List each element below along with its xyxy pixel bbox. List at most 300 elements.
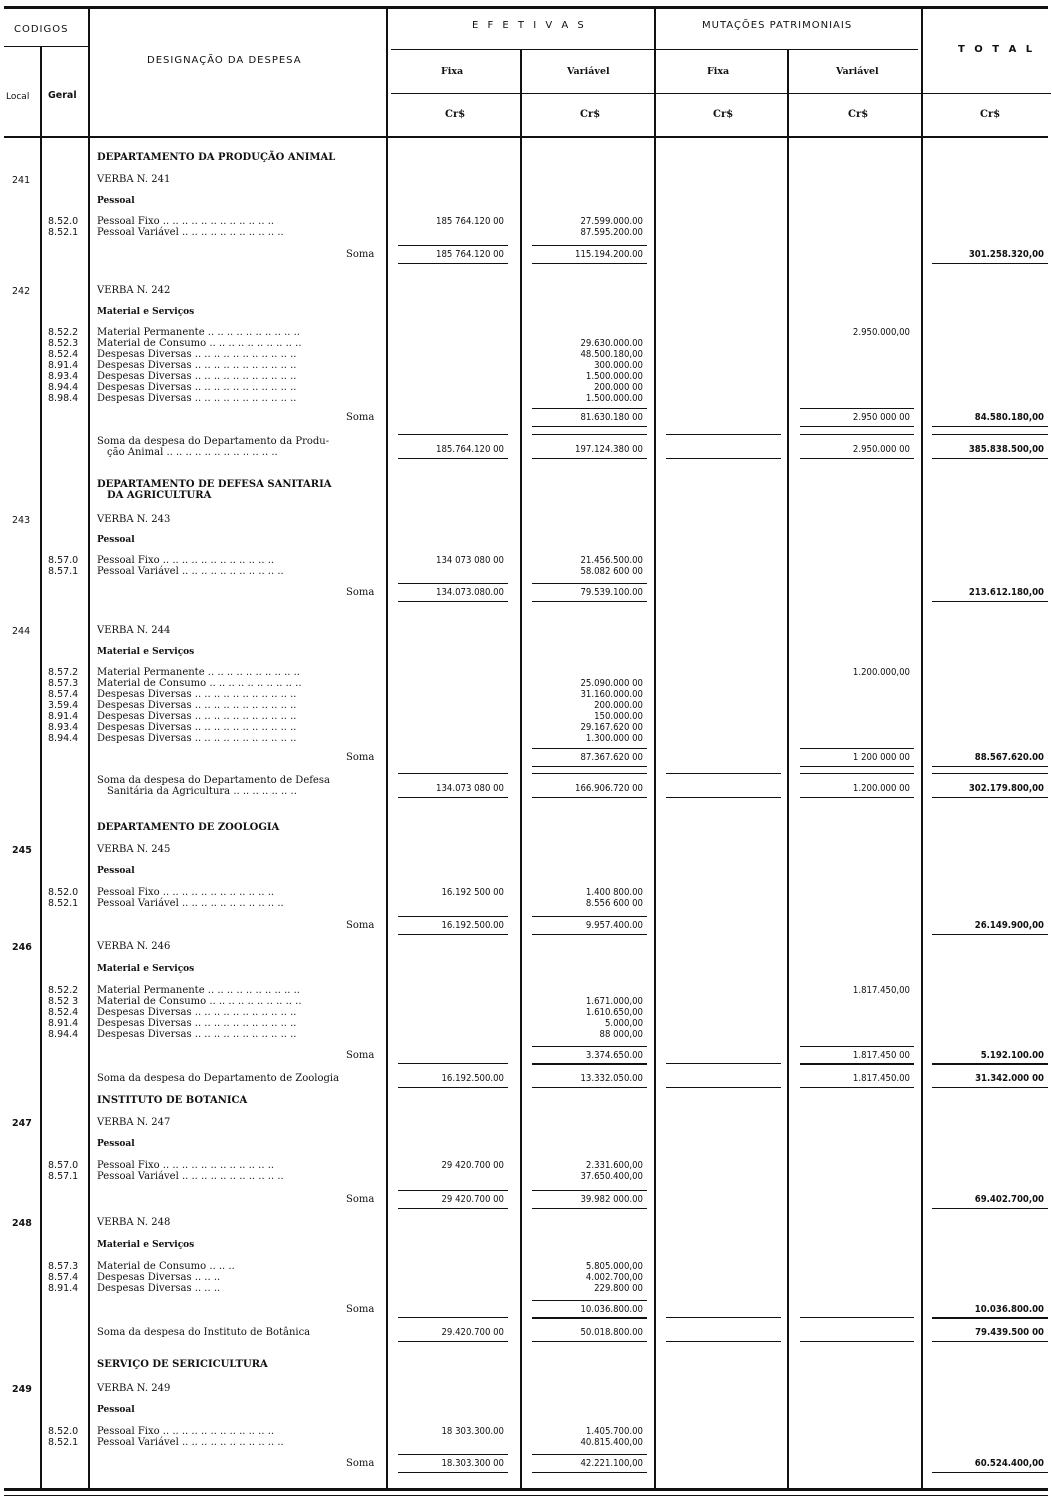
sum-rule-bottom (398, 934, 508, 935)
fixa-rule (391, 93, 1051, 94)
sum-rule-bottom (800, 1064, 914, 1065)
fixa-value: 29 420.700 00 (441, 1160, 504, 1171)
row-desc: Despesas Diversas .. .. .. .. .. .. .. .. .. .. .. (97, 360, 297, 371)
fixa-value: 185.764.120 00 (436, 444, 504, 455)
section-rule-top (932, 1063, 1048, 1064)
row-desc: Pessoal (97, 1405, 135, 1415)
fixa-value: 18.303.300 00 (441, 1458, 504, 1469)
variavel-value: 166.906.720 00 (575, 783, 643, 794)
row-desc: Despesas Diversas .. .. .. (97, 1283, 221, 1294)
col-local-geral (40, 46, 42, 1488)
currency-total: Cr$ (980, 109, 1001, 120)
total-rule (932, 1318, 1048, 1319)
row-desc-cont: Sanitária da Agricultura .. .. .. .. .. .. .. (107, 786, 297, 797)
row-desc: Despesas Diversas .. .. .. .. .. .. .. .. .. .. .. (97, 393, 297, 404)
row-desc: Material Permanente .. .. .. .. .. .. .. .. .. .. (97, 667, 300, 678)
variavel-value: 29.167.620 00 (580, 722, 643, 733)
geral-code: 8.57.3 (48, 678, 79, 689)
geral-code: 8.91.4 (48, 1018, 79, 1029)
section-rule-top (666, 434, 781, 435)
variavel-value: 27.599.000.00 (580, 216, 643, 227)
total-value: 79.439.500 00 (975, 1327, 1044, 1338)
geral-code: 8.57.1 (48, 566, 79, 577)
variavel-value: 1.300.000 00 (585, 733, 643, 744)
geral-code: 8.52.3 (48, 338, 79, 349)
geral-code: 8.52.2 (48, 327, 79, 338)
section-rule-top (398, 1317, 508, 1318)
fixa-value: 29.420.700 00 (441, 1327, 504, 1338)
sum-rule-bottom (398, 601, 508, 602)
geral-code: 8.52.1 (48, 1437, 79, 1448)
variavel-value: 1.671.000,00 (585, 996, 643, 1007)
fixa-value: 16.192 500 00 (441, 887, 504, 898)
local-code: 248 (12, 1218, 32, 1229)
local-code: 247 (12, 1118, 32, 1129)
geral-code: 8.52.0 (48, 1426, 79, 1437)
sum-rule-bottom (800, 766, 914, 767)
variavel-value: 1.405.700.00 (585, 1426, 643, 1437)
geral-code: 8.52 3 (48, 996, 79, 1007)
row-desc: Soma da despesa do Departamento de Zoologia (97, 1073, 340, 1084)
local-code: 244 (12, 626, 31, 637)
variavel-value: 87.367.620 00 (580, 752, 643, 763)
mutacao-variavel-value: 2.950 000 00 (852, 412, 910, 423)
variavel-value: 58.082 600 00 (580, 566, 643, 577)
currency-fixa: Cr$ (445, 109, 466, 120)
variavel-value: 10.036.800.00 (580, 1304, 643, 1315)
total-value: 26.149.900,00 (974, 920, 1044, 931)
mutacao-variavel-value: 1.817.450 00 (852, 1050, 910, 1061)
soma-label: Soma (346, 1304, 375, 1315)
total-rule (932, 1208, 1048, 1209)
total-header: T O T A L (958, 44, 1036, 55)
sum-rule-bottom (532, 426, 647, 427)
geral-code: 8.57.2 (48, 667, 79, 678)
geral-code: 8.52.0 (48, 887, 79, 898)
sum-rule-top (532, 245, 647, 246)
codigos-rule (4, 46, 88, 47)
row-desc: VERBA N. 249 (97, 1383, 171, 1394)
soma-label: Soma (346, 249, 375, 260)
variavel-header: Variável (567, 66, 610, 77)
currency-mfixa: Cr$ (713, 109, 734, 120)
variavel-value: 39.982 000.00 (580, 1194, 643, 1205)
total-value: 10.036.800.00 (974, 1304, 1044, 1315)
geral-code: 8.57.1 (48, 1171, 79, 1182)
variavel-value: 9.957.400.00 (585, 920, 643, 931)
section-rule-bottom (932, 458, 1048, 459)
row-desc: Material Permanente .. .. .. .. .. .. .. .. .. .. (97, 327, 300, 338)
local-header: Local (6, 92, 30, 102)
section-rule-top (666, 773, 781, 774)
geral-code: 8.94.4 (48, 382, 79, 393)
geral-code: 8.93.4 (48, 722, 79, 733)
variavel-value: 31.160.000.00 (580, 689, 643, 700)
row-desc: Pessoal (97, 196, 135, 206)
soma-label: Soma (346, 1458, 375, 1469)
row-desc: Despesas Diversas .. .. .. .. .. .. .. .. .. .. .. (97, 700, 297, 711)
row-desc: Material de Consumo .. .. .. .. .. .. .. .. .. .. (97, 338, 302, 349)
row-desc: Despesas Diversas .. .. .. .. .. .. .. .. .. .. .. (97, 689, 297, 700)
section-rule-top (532, 1063, 647, 1064)
section-rule-top (532, 434, 647, 435)
total-value: 88.567.620.00 (974, 752, 1044, 763)
sum-rule-bottom (532, 1208, 647, 1209)
section-rule-top (800, 773, 914, 774)
variavel-value: 300.000.00 (594, 360, 643, 371)
col-fixa-var (520, 50, 522, 1488)
currency-mvar: Cr$ (848, 109, 869, 120)
row-desc: DEPARTAMENTO DE DEFESA SANITARIA (97, 479, 332, 490)
bottom-rule-2 (4, 1495, 1048, 1496)
mutacao-variavel-value: 1.200.000,00 (852, 667, 910, 678)
sum-rule-top (398, 583, 508, 584)
row-desc: VERBA N. 246 (97, 941, 171, 952)
row-desc: Despesas Diversas .. .. .. .. .. .. .. .. .. .. .. (97, 1018, 297, 1029)
designacao-header: DESIGNAÇÃO DA DESPESA (147, 55, 302, 66)
section-rule-top (666, 1317, 781, 1318)
total-rule (932, 426, 1048, 427)
sum-rule-top (800, 1046, 914, 1047)
total-value: 5.192.100.00 (980, 1050, 1044, 1061)
fixa-value: 18 303.300.00 (441, 1426, 504, 1437)
variavel-value: 42.221.100,00 (580, 1458, 643, 1469)
section-rule-bottom (800, 797, 914, 798)
section-rule-bottom (532, 1341, 647, 1342)
variavel-value: 2.331.600,00 (585, 1160, 643, 1171)
soma-label: Soma (346, 1194, 375, 1205)
section-rule-top (800, 1317, 914, 1318)
fixa-header: Fixa (441, 66, 464, 77)
fixa-value: 134 073 080 00 (436, 555, 504, 566)
variavel-value: 81.630.180 00 (580, 412, 643, 423)
section-rule-bottom (800, 1341, 914, 1342)
row-desc: VERBA N. 243 (97, 514, 171, 525)
total-rule (932, 1472, 1048, 1473)
row-desc: Pessoal Variável .. .. .. .. .. .. .. .. .. .. .. (97, 1437, 284, 1448)
geral-code: 8.57.0 (48, 1160, 79, 1171)
row-desc: Despesas Diversas .. .. .. .. .. .. .. .. .. .. .. (97, 1029, 297, 1040)
soma-label: Soma (346, 412, 375, 423)
geral-code: 8.94.4 (48, 1029, 79, 1040)
section-rule-top (398, 1063, 508, 1064)
section-rule-bottom (398, 797, 508, 798)
bottom-rule (4, 1488, 1048, 1491)
col-mvar-total (921, 9, 923, 1488)
sum-rule-top (398, 1454, 508, 1455)
total-value: 301.258.320,00 (968, 249, 1044, 260)
section-rule-bottom (532, 797, 647, 798)
sum-rule-bottom (398, 263, 508, 264)
section-rule-bottom (932, 797, 1048, 798)
fixa-value: 134.073.080.00 (436, 587, 504, 598)
variavel-value: 5.805.000,00 (585, 1261, 643, 1272)
total-value: 213.612.180,00 (968, 587, 1044, 598)
mutacao-variavel-value: 1 200 000 00 (852, 752, 910, 763)
total-value: 69.402.700,00 (974, 1194, 1044, 1205)
section-rule-bottom (932, 1341, 1048, 1342)
sum-rule-bottom (532, 766, 647, 767)
geral-code: 8.52.1 (48, 898, 79, 909)
sum-rule-bottom (532, 263, 647, 264)
variavel-value: 40.815.400,00 (580, 1437, 643, 1448)
row-desc: Despesas Diversas .. .. .. .. .. .. .. .. .. .. .. (97, 722, 297, 733)
total-value: 302.179.800,00 (968, 783, 1044, 794)
row-desc: VERBA N. 241 (97, 174, 171, 185)
local-code: 245 (12, 845, 32, 856)
row-desc: Soma da despesa do Instituto de Botânica (97, 1327, 311, 1338)
section-rule-top (800, 1063, 914, 1064)
geral-header: Geral (48, 90, 77, 101)
mutacao-variavel-value: 1.817.450,00 (852, 985, 910, 996)
sum-rule-top (532, 1190, 647, 1191)
soma-label: Soma (346, 920, 375, 931)
sum-rule-bottom (398, 1472, 508, 1473)
variavel-value: 48.500.180,00 (580, 349, 643, 360)
section-rule-top (932, 773, 1048, 774)
row-desc: Despesas Diversas .. .. .. (97, 1272, 221, 1283)
row-desc-cont: ção Animal .. .. .. .. .. .. .. .. .. .. .. .. (107, 447, 278, 458)
fixa-value: 134.073 080 00 (436, 783, 504, 794)
geral-code: 3.59.4 (48, 700, 79, 711)
geral-code: 8.52.2 (48, 985, 79, 996)
section-rule-top (398, 434, 508, 435)
row-desc: Material e Serviços (97, 1240, 195, 1250)
header-rule (4, 136, 1048, 138)
geral-code: 8.52.0 (48, 216, 79, 227)
sum-rule-top (532, 748, 647, 749)
sum-rule-top (398, 916, 508, 917)
total-rule (932, 1064, 1048, 1065)
geral-code: 8.93.4 (48, 371, 79, 382)
row-desc: Pessoal (97, 1139, 135, 1149)
section-rule-bottom (398, 1087, 508, 1088)
variavel-value: 25.090.000 00 (580, 678, 643, 689)
row-desc: Pessoal Fixo .. .. .. .. .. .. .. .. .. .. .. .. (97, 216, 275, 227)
row-desc: VERBA N. 247 (97, 1117, 171, 1128)
row-desc: Pessoal Variável .. .. .. .. .. .. .. .. .. .. .. (97, 898, 284, 909)
section-rule-bottom (398, 1341, 508, 1342)
geral-code: 8.57.3 (48, 1261, 79, 1272)
section-rule-bottom (800, 1087, 914, 1088)
variavel-value: 4.002.700,00 (585, 1272, 643, 1283)
row-desc: Material de Consumo .. .. .. (97, 1261, 235, 1272)
geral-code: 8.91.4 (48, 360, 79, 371)
geral-code: 8.98.4 (48, 393, 79, 404)
row-desc: Pessoal Variável .. .. .. .. .. .. .. .. .. .. .. (97, 227, 284, 238)
row-desc: Despesas Diversas .. .. .. .. .. .. .. .. .. .. .. (97, 371, 297, 382)
mfixa-header: Fixa (707, 66, 730, 77)
row-desc: Despesas Diversas .. .. .. .. .. .. .. .. .. .. .. (97, 711, 297, 722)
total-rule (932, 934, 1048, 935)
row-desc: Despesas Diversas .. .. .. .. .. .. .. .. .. .. .. (97, 382, 297, 393)
variavel-value: 37.650.400,00 (580, 1171, 643, 1182)
row-desc: DEPARTAMENTO DA PRODUÇÃO ANIMAL (97, 152, 336, 163)
variavel-value: 229.800 00 (594, 1283, 643, 1294)
geral-code: 8.52.1 (48, 227, 79, 238)
row-desc: Material de Consumo .. .. .. .. .. .. .. .. .. .. (97, 996, 302, 1007)
total-value: 60.524.400,00 (974, 1458, 1044, 1469)
sum-rule-top (532, 1454, 647, 1455)
row-desc: Pessoal (97, 866, 135, 876)
row-desc: Pessoal Variável .. .. .. .. .. .. .. .. .. .. .. (97, 566, 284, 577)
variavel-value: 1.400 800.00 (585, 887, 643, 898)
col-desc-fixa (386, 9, 388, 1488)
soma-label: Soma (346, 587, 375, 598)
section-rule-bottom (932, 1087, 1048, 1088)
total-value: 385.838.500,00 (968, 444, 1044, 455)
variavel-value: 8.556 600 00 (585, 898, 643, 909)
sum-rule-top (532, 916, 647, 917)
section-rule-top (532, 773, 647, 774)
geral-code: 8.94.4 (48, 733, 79, 744)
section-rule-top (800, 434, 914, 435)
sum-rule-top (532, 1300, 647, 1301)
total-value: 31.342.000 00 (975, 1073, 1044, 1084)
row-desc: VERBA N. 245 (97, 844, 171, 855)
row-desc: Despesas Diversas .. .. .. .. .. .. .. .. .. .. .. (97, 349, 297, 360)
variavel-value: 200.000.00 (594, 700, 643, 711)
currency-var: Cr$ (580, 109, 601, 120)
row-desc: SERVIÇO DE SERICICULTURA (97, 1359, 268, 1370)
sum-rule-top (532, 583, 647, 584)
mutacao-variavel-value: 1.200.000 00 (852, 783, 910, 794)
section-rule-bottom (666, 458, 781, 459)
geral-code: 8.91.4 (48, 711, 79, 722)
row-desc: INSTITUTO DE BOTANICA (97, 1095, 248, 1106)
variavel-value: 197.124.380 00 (575, 444, 643, 455)
fixa-value: 185 764.120 00 (436, 216, 504, 227)
mutacao-variavel-value: 2.950.000,00 (852, 327, 910, 338)
section-rule-bottom (800, 458, 914, 459)
sum-rule-top (398, 245, 508, 246)
col-mfixa-mvar (787, 50, 789, 1488)
section-rule-bottom (666, 1087, 781, 1088)
mutacao-variavel-value: 1.817.450.00 (852, 1073, 910, 1084)
local-code: 246 (12, 942, 32, 953)
sum-rule-bottom (800, 426, 914, 427)
section-rule-bottom (398, 458, 508, 459)
row-desc: VERBA N. 248 (97, 1217, 171, 1228)
row-desc: Pessoal Fixo .. .. .. .. .. .. .. .. .. .. .. .. (97, 1426, 275, 1437)
section-rule-bottom (532, 1087, 647, 1088)
row-desc: Soma da despesa do Departamento de Defesa (97, 775, 330, 786)
fixa-value: 16.192.500.00 (441, 1073, 504, 1084)
sum-rule-top (800, 408, 914, 409)
row-desc: Pessoal (97, 535, 135, 545)
variavel-value: 3.374.650.00 (585, 1050, 643, 1061)
sum-rule-top (532, 1046, 647, 1047)
local-code: 241 (12, 175, 31, 186)
row-desc: Despesas Diversas .. .. .. .. .. .. .. .. .. .. .. (97, 1007, 297, 1018)
section-rule-top (666, 1063, 781, 1064)
efetivas-header: E F E T I V A S (472, 20, 587, 31)
variavel-value: 115.194.200.00 (575, 249, 643, 260)
section-rule-top (398, 773, 508, 774)
row-desc-cont: DA AGRICULTURA (107, 490, 212, 501)
section-rule-top (932, 434, 1048, 435)
total-rule (932, 263, 1048, 264)
sum-rule-bottom (532, 1064, 647, 1065)
variavel-value: 150.000.00 (594, 711, 643, 722)
local-code: 249 (12, 1384, 32, 1395)
variavel-value: 13.332.050.00 (580, 1073, 643, 1084)
geral-code: 8.57.4 (48, 689, 79, 700)
geral-code: 8.52.4 (48, 349, 79, 360)
row-desc: Material de Consumo .. .. .. .. .. .. .. .. .. .. (97, 678, 302, 689)
section-rule-bottom (532, 458, 647, 459)
soma-label: Soma (346, 752, 375, 763)
variavel-value: 29.630.000.00 (580, 338, 643, 349)
mutacao-variavel-value: 2.950.000 00 (852, 444, 910, 455)
sum-rule-bottom (532, 1472, 647, 1473)
total-value: 84.580.180,00 (974, 412, 1044, 423)
variavel-value: 87.595.200.00 (580, 227, 643, 238)
local-code: 243 (12, 515, 31, 526)
top-rule (4, 6, 1048, 9)
variavel-value: 1.500.000.00 (585, 371, 643, 382)
row-desc: Material e Serviços (97, 964, 195, 974)
row-desc: Soma da despesa do Departamento da Produ- (97, 436, 330, 447)
row-desc: Pessoal Variável .. .. .. .. .. .. .. .. .. .. .. (97, 1171, 284, 1182)
row-desc: Pessoal Fixo .. .. .. .. .. .. .. .. .. .. .. .. (97, 1160, 275, 1171)
section-rule-bottom (666, 797, 781, 798)
variavel-value: 1.500.000.00 (585, 393, 643, 404)
geral-code: 8.57.4 (48, 1272, 79, 1283)
mutacoes-header: MUTAÇÕES PATRIMONIAIS (702, 20, 853, 31)
col-geral-desc (88, 9, 90, 1488)
row-desc: Pessoal Fixo .. .. .. .. .. .. .. .. .. .. .. .. (97, 555, 275, 566)
total-rule (932, 601, 1048, 602)
variavel-value: 21.456.500.00 (580, 555, 643, 566)
fixa-value: 185 764.120 00 (436, 249, 504, 260)
variavel-value: 200.000 00 (594, 382, 643, 393)
mvariavel-header: Variável (836, 66, 879, 77)
variavel-value: 1.610.650,00 (585, 1007, 643, 1018)
section-rule-bottom (666, 1341, 781, 1342)
geral-code: 8.57.0 (48, 555, 79, 566)
fixa-value: 29 420.700 00 (441, 1194, 504, 1205)
col-var-mfixa (654, 9, 656, 1488)
total-rule (932, 766, 1048, 767)
row-desc: Material e Serviços (97, 647, 195, 657)
geral-code: 8.52.4 (48, 1007, 79, 1018)
row-desc: Despesas Diversas .. .. .. .. .. .. .. .. .. .. .. (97, 733, 297, 744)
sum-rule-top (800, 748, 914, 749)
row-desc: Pessoal Fixo .. .. .. .. .. .. .. .. .. .. .. .. (97, 887, 275, 898)
row-desc: Material Permanente .. .. .. .. .. .. .. .. .. .. (97, 985, 300, 996)
section-rule-top (532, 1317, 647, 1318)
row-desc: VERBA N. 244 (97, 625, 171, 636)
sum-rule-top (398, 1190, 508, 1191)
codigos-header: CODIGOS (14, 24, 69, 35)
sum-rule-bottom (532, 1318, 647, 1319)
variavel-value: 50.018.800.00 (580, 1327, 643, 1338)
geral-code: 8.91.4 (48, 1283, 79, 1294)
sum-rule-bottom (398, 1208, 508, 1209)
variavel-value: 5.000,00 (604, 1018, 643, 1029)
sum-rule-bottom (532, 934, 647, 935)
row-desc: Material e Serviços (97, 307, 195, 317)
variavel-value: 79.539.100.00 (580, 587, 643, 598)
row-desc: VERBA N. 242 (97, 285, 171, 296)
sum-rule-top (532, 408, 647, 409)
soma-label: Soma (346, 1050, 375, 1061)
section-rule-top (932, 1317, 1048, 1318)
local-code: 242 (12, 286, 31, 297)
sum-rule-bottom (532, 601, 647, 602)
variavel-value: 88 000,00 (599, 1029, 643, 1040)
